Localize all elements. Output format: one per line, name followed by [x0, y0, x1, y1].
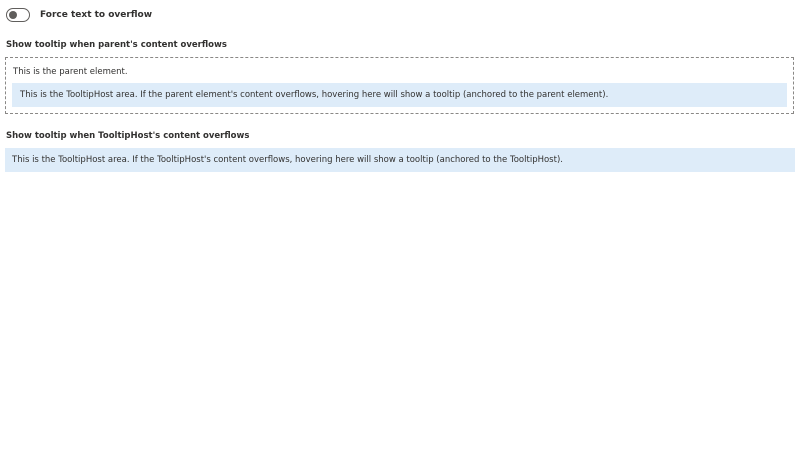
tooltip-host-parent-anchored[interactable]: This is the TooltipHost area. If the parent element's content overflows, hovering here will show a tooltip (anchored to the parent element). [12, 83, 787, 107]
force-overflow-label[interactable]: Force text to overflow [40, 10, 153, 20]
parent-overflow-heading: Show tooltip when parent's content overflows [6, 40, 227, 50]
force-overflow-toggle-row[interactable] [6, 7, 152, 23]
parent-element-text: This is the parent element. [13, 67, 128, 77]
tooltip-host-self-anchored[interactable]: This is the TooltipHost area. If the TooltipHost's content overflows, hovering here will show a tooltip (anchored to the TooltipHost). [5, 148, 795, 172]
host-overflow-heading: Show tooltip when TooltipHost's content overflows [6, 131, 250, 141]
force-overflow-toggle[interactable] [6, 8, 30, 22]
parent-element [5, 57, 794, 114]
toggle-thumb-icon [9, 11, 17, 19]
